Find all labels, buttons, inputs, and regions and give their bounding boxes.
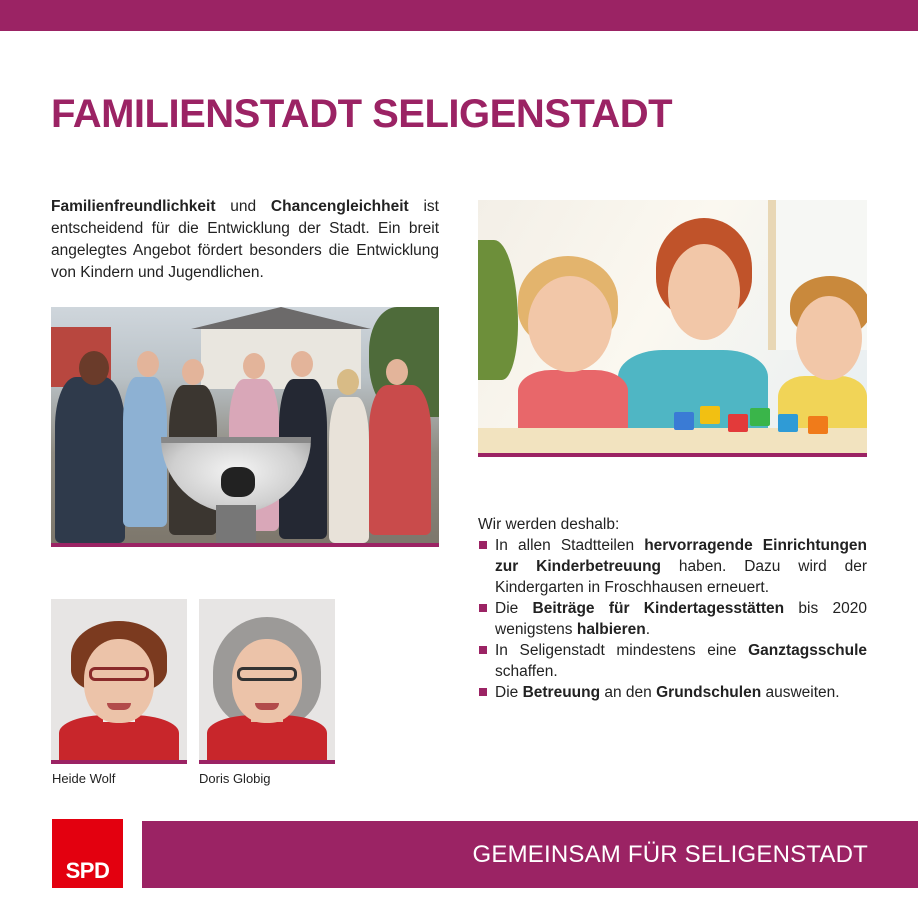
intro-text-2: ist entscheidend für die Entwicklung der Stadt. Ein breit angelegtes Angebot fördert besonders die Entwicklung von Kindern und Jugendlichen. [51,198,439,281]
photo-person-head [79,351,109,385]
glasses-icon [237,667,297,681]
intro-bold-2: Chancengleichheit [270,198,409,215]
page-title: FAMILIENSTADT SELIGENSTADT [51,92,673,136]
list-item-text: schaffen. [495,663,558,680]
list-item-text: bis 2020 wenigstens [495,600,867,638]
photo-plant [478,240,518,380]
list-item [478,598,867,640]
list-item-bold: hervorragende Einrichtungen zur Kinderbetreuung [495,537,868,575]
list-item-bold: Beiträge für Kindertagesstätten [532,600,785,617]
photo-person [123,377,167,527]
football-patch [221,467,255,497]
portrait-face [232,639,302,723]
list-item-text: ausweiten. [761,684,840,701]
toy-block [778,414,798,432]
photo-person-head [386,359,408,385]
portrait-face [84,639,154,723]
portrait-rule-2 [199,760,335,764]
intro-bold-1: Familienfreundlichkeit [51,198,216,215]
toy-block [750,408,770,426]
list-intro: Wir werden deshalb: [478,516,620,533]
portrait-doris-globig [199,599,335,760]
fountain-stand [216,505,256,543]
portrait-heide-wolf [51,599,187,760]
photo-person-head [137,351,159,377]
spd-logo-text: SPD [65,858,110,883]
list-item-text: an den [600,684,657,701]
list-item-text: . [645,621,651,638]
photo-person-head [291,351,313,377]
list-item [478,535,867,598]
portrait-mouth [255,703,279,710]
bullet-square-icon [479,688,487,696]
list-item-bold: Grundschulen [656,684,762,701]
spd-logo [52,819,123,888]
caption-person-2: Doris Globig [199,771,271,786]
footer-slogan: GEMEINSAM FÜR SELIGENSTADT [472,841,868,868]
list-item-bold: Ganztagsschule [748,642,867,659]
photo-person [369,385,431,535]
photo-boy-face [796,296,862,380]
footer-bar [142,821,918,888]
glasses-icon [89,667,149,681]
bullet-square-icon [479,541,487,549]
photo-roof [191,307,371,329]
toy-block [674,412,694,430]
toy-block [700,406,720,424]
intro-text-1: und [215,198,271,215]
photo-person [55,377,125,543]
portrait-rule-1 [51,760,187,764]
bullet-square-icon [479,604,487,612]
toy-block [728,414,748,432]
list-item-bold: halbieren [576,621,646,638]
photo-person-head [243,353,265,379]
kids-photo [478,200,867,453]
list-item-bold: Betreuung [522,684,601,701]
toy-block [808,416,828,434]
group-photo-rule [51,543,439,547]
caption-person-1: Heide Wolf [52,771,116,786]
goals-list [478,535,867,703]
list-item-text: In Seligenstadt mindestens eine [495,642,749,659]
top-bar [0,0,918,31]
list-item [478,682,867,703]
list-item [478,640,867,682]
portrait-mouth [107,703,131,710]
bullet-square-icon [479,646,487,654]
photo-person-head [182,359,204,385]
group-photo [51,307,439,543]
photo-woman-face [668,244,740,340]
photo-person [329,397,369,543]
kids-photo-rule [478,453,867,457]
photo-person-head [337,369,359,395]
photo-child-face [528,276,612,372]
list-item-text: In allen Stadtteilen [495,537,645,554]
intro-paragraph [51,196,439,284]
list-item-text: haben. Dazu wird der Kindergarten in Froschhausen erneuert. [495,558,868,596]
list-item-text: Die [495,684,523,701]
list-item-text: Die [495,600,533,617]
